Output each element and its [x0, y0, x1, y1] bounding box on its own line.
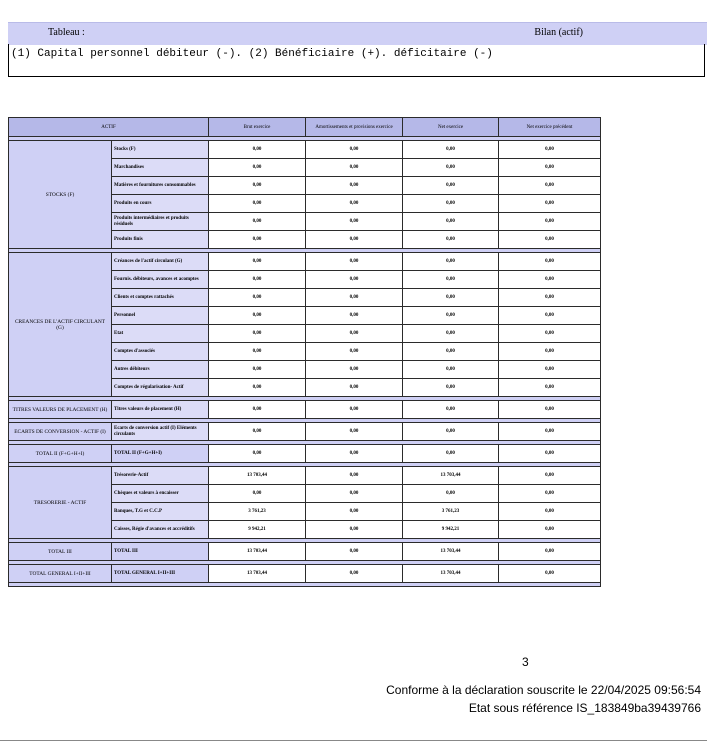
table-row — [9, 543, 601, 561]
table-body — [9, 141, 601, 587]
value-cell: 0,00 — [306, 445, 403, 463]
bottom-divider — [0, 740, 707, 741]
row-label: Produits en cours — [112, 195, 209, 213]
value-cell: 0,00 — [499, 253, 601, 271]
value-cell: 0,00 — [209, 159, 306, 177]
value-cell: 0,00 — [306, 379, 403, 397]
value-cell: 0,00 — [499, 379, 601, 397]
row-label: TOTAL GENERAL I+II+III — [112, 565, 209, 583]
value-cell: 0,00 — [403, 141, 499, 159]
legend-note: (1) Capital personnel débiteur (-). (2) Bénéficiaire (+). déficitaire (-) — [8, 44, 705, 77]
value-cell: 0,00 — [209, 423, 306, 441]
value-cell: 0,00 — [499, 467, 601, 485]
form-header-bar — [8, 22, 707, 45]
value-cell: 0,00 — [306, 289, 403, 307]
value-cell: 0,00 — [209, 401, 306, 419]
value-cell: 0,00 — [499, 213, 601, 231]
value-cell: 0,00 — [403, 253, 499, 271]
value-cell: 9 942,21 — [403, 521, 499, 539]
value-cell: 0,00 — [209, 485, 306, 503]
row-label: Clients et comptes rattachés — [112, 289, 209, 307]
value-cell: 0,00 — [403, 289, 499, 307]
value-cell: 0,00 — [403, 213, 499, 231]
value-cell: 0,00 — [306, 521, 403, 539]
value-cell: 0,00 — [306, 325, 403, 343]
value-cell: 13 703,44 — [403, 543, 499, 561]
value-cell: 0,00 — [403, 445, 499, 463]
value-cell: 0,00 — [209, 445, 306, 463]
value-cell: 0,00 — [209, 141, 306, 159]
value-cell: 0,00 — [499, 401, 601, 419]
row-label: TOTAL III — [112, 543, 209, 561]
value-cell: 0,00 — [499, 445, 601, 463]
value-cell: 13 703,44 — [403, 467, 499, 485]
value-cell: 0,00 — [306, 141, 403, 159]
value-cell: 0,00 — [306, 195, 403, 213]
row-label: Chèques et valeurs à encaisser — [112, 485, 209, 503]
value-cell: 0,00 — [403, 343, 499, 361]
value-cell: 0,00 — [306, 271, 403, 289]
value-cell: 0,00 — [499, 521, 601, 539]
value-cell: 0,00 — [403, 307, 499, 325]
value-cell: 0,00 — [306, 231, 403, 249]
value-cell: 13 703,44 — [403, 565, 499, 583]
col-header-net-prev: Net exercice précédent — [499, 118, 601, 137]
table-row — [9, 565, 601, 583]
value-cell: 0,00 — [499, 543, 601, 561]
table-row — [9, 141, 601, 159]
group-label: STOCKS (F) — [9, 141, 112, 249]
value-cell: 0,00 — [403, 423, 499, 441]
value-cell: 3 761,23 — [209, 503, 306, 521]
value-cell: 0,00 — [306, 253, 403, 271]
row-label: Autres débiteurs — [112, 361, 209, 379]
value-cell: 0,00 — [499, 195, 601, 213]
value-cell: 0,00 — [209, 177, 306, 195]
form-subtitle: Bilan (actif) — [534, 27, 583, 38]
value-cell: 0,00 — [306, 467, 403, 485]
table-row — [9, 401, 601, 419]
value-cell: 0,00 — [403, 361, 499, 379]
value-cell: 0,00 — [403, 177, 499, 195]
value-cell: 9 942,21 — [209, 521, 306, 539]
value-cell: 0,00 — [499, 141, 601, 159]
value-cell: 0,00 — [209, 379, 306, 397]
value-cell: 0,00 — [499, 343, 601, 361]
value-cell: 0,00 — [209, 343, 306, 361]
table-row — [9, 445, 601, 463]
value-cell: 13 703,44 — [209, 467, 306, 485]
value-cell: 0,00 — [306, 361, 403, 379]
row-label: Marchandises — [112, 159, 209, 177]
value-cell: 0,00 — [209, 195, 306, 213]
value-cell: 0,00 — [499, 271, 601, 289]
row-label: Trésorerie-Actif — [112, 467, 209, 485]
conformity-statement — [386, 681, 701, 717]
value-cell: 0,00 — [209, 307, 306, 325]
value-cell: 0,00 — [306, 543, 403, 561]
value-cell: 0,00 — [499, 503, 601, 521]
value-cell: 0,00 — [499, 177, 601, 195]
table-separator — [9, 583, 601, 587]
row-label: TOTAL II (F+G+H+I) — [112, 445, 209, 463]
col-header-net: Net exercice — [403, 118, 499, 137]
row-label: Caisses, Régie d'avances et accréditifs — [112, 521, 209, 539]
group-label: CREANCES DE L'ACTIF CIRCULANT (G) — [9, 253, 112, 397]
group-label: TOTAL II (F+G+H+I) — [9, 445, 112, 463]
value-cell: 0,00 — [306, 213, 403, 231]
value-cell: 13 703,44 — [209, 543, 306, 561]
value-cell: 0,00 — [499, 159, 601, 177]
col-header-amort: Amortissements et provisions exercice — [306, 118, 403, 137]
conformity-line-2: Etat sous référence IS_183849ba39439766 — [468, 701, 701, 715]
value-cell: 0,00 — [499, 325, 601, 343]
row-label: Etat — [112, 325, 209, 343]
value-cell: 0,00 — [403, 401, 499, 419]
value-cell: 0,00 — [209, 231, 306, 249]
value-cell: 0,00 — [403, 379, 499, 397]
value-cell: 0,00 — [499, 485, 601, 503]
value-cell: 0,00 — [499, 231, 601, 249]
balance-sheet-table — [8, 117, 601, 587]
value-cell: 0,00 — [499, 307, 601, 325]
value-cell: 0,00 — [306, 343, 403, 361]
value-cell: 0,00 — [209, 289, 306, 307]
col-header-actif: ACTIF — [9, 118, 209, 137]
value-cell: 0,00 — [306, 485, 403, 503]
value-cell: 13 703,44 — [209, 565, 306, 583]
value-cell: 0,00 — [209, 213, 306, 231]
value-cell: 0,00 — [306, 401, 403, 419]
row-label: Comptes de régularisation- Actif — [112, 379, 209, 397]
group-label: TITRES VALEURS DE PLACEMENT (H) — [9, 401, 112, 419]
value-cell: 0,00 — [403, 159, 499, 177]
row-label: Fournis. débiteurs, avances et acomptes — [112, 271, 209, 289]
row-label: Titres valeurs de placement (H) — [112, 401, 209, 419]
value-cell: 3 761,23 — [403, 503, 499, 521]
value-cell: 0,00 — [403, 325, 499, 343]
value-cell: 0,00 — [306, 177, 403, 195]
row-label: Produits intermédiaires et produits résiduels — [112, 213, 209, 231]
form-title: Tableau : — [48, 27, 85, 38]
value-cell: 0,00 — [499, 565, 601, 583]
value-cell: 0,00 — [209, 253, 306, 271]
col-header-brut: Brut exercice — [209, 118, 306, 137]
row-label: Matières et fournitures consommables — [112, 177, 209, 195]
value-cell: 0,00 — [209, 361, 306, 379]
row-label: Stocks (F) — [112, 141, 209, 159]
group-label: ECARTS DE CONVERSION - ACTIF (I) — [9, 423, 112, 441]
table-row — [9, 423, 601, 441]
row-label: Produits finis — [112, 231, 209, 249]
value-cell: 0,00 — [209, 271, 306, 289]
value-cell: 0,00 — [306, 503, 403, 521]
value-cell: 0,00 — [403, 231, 499, 249]
value-cell: 0,00 — [403, 195, 499, 213]
group-label: TOTAL GENERAL I+II+III — [9, 565, 112, 583]
group-label: TOTAL III — [9, 543, 112, 561]
table-row — [9, 467, 601, 485]
value-cell: 0,00 — [306, 565, 403, 583]
page-number: 3 — [522, 655, 529, 669]
row-label: Comptes d'associés — [112, 343, 209, 361]
value-cell: 0,00 — [306, 307, 403, 325]
value-cell: 0,00 — [209, 325, 306, 343]
value-cell: 0,00 — [499, 361, 601, 379]
value-cell: 0,00 — [403, 485, 499, 503]
row-label: Banques, T.G et C.C.P — [112, 503, 209, 521]
table-header-row — [9, 118, 601, 137]
value-cell: 0,00 — [499, 423, 601, 441]
value-cell: 0,00 — [499, 289, 601, 307]
table-row — [9, 253, 601, 271]
value-cell: 0,00 — [306, 159, 403, 177]
conformity-line-1: Conforme à la déclaration souscrite le 22/04/2025 09:56:54 — [386, 683, 701, 697]
row-label: Créances de l'actif circulant (G) — [112, 253, 209, 271]
value-cell: 0,00 — [403, 271, 499, 289]
row-label: Personnel — [112, 307, 209, 325]
group-label: TRESORERIE - ACTIF — [9, 467, 112, 539]
row-label: Ecarts de conversion actif (I) Eléments circulants — [112, 423, 209, 441]
value-cell: 0,00 — [306, 423, 403, 441]
